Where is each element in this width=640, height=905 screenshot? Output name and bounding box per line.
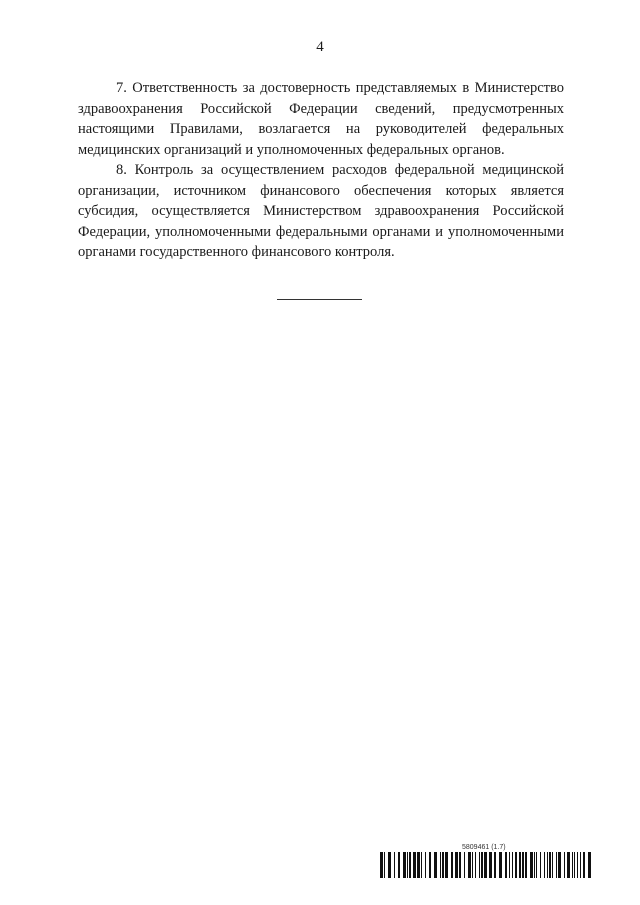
barcode-bar xyxy=(505,852,507,878)
paragraph-item-8: 8. Контроль за осуществлением расходов федеральной медицинской организации, источником финансового обеспечения которых является субсидия, осуществляется Министерством здравоохранения Российской Федерации, уполномоченными федеральными органами и уполномоченными органами государственного финансового контроля. xyxy=(78,162,564,260)
barcode-bar xyxy=(403,852,406,878)
document-code: 5809461 (1.7) xyxy=(462,844,506,851)
barcode-bar xyxy=(552,852,553,878)
barcode-bar xyxy=(417,852,420,878)
barcode-bar xyxy=(530,852,533,878)
barcode-bar xyxy=(564,852,565,878)
barcode-bar xyxy=(549,852,551,878)
barcode-bar xyxy=(574,852,575,878)
barcode-bar xyxy=(394,852,395,878)
barcode-bar xyxy=(544,852,545,878)
barcode-bar xyxy=(534,852,535,878)
barcode-bar xyxy=(440,852,441,878)
barcode-bar xyxy=(515,852,517,878)
barcode-bar xyxy=(572,852,573,878)
barcode-bar xyxy=(464,852,465,878)
barcode-bar xyxy=(522,852,524,878)
barcode-bar xyxy=(509,852,510,878)
barcode-bar xyxy=(398,852,400,878)
barcode-bar xyxy=(409,852,411,878)
barcode-bar xyxy=(407,852,408,878)
barcode-bar xyxy=(434,852,437,878)
barcode-bar xyxy=(380,852,383,878)
barcode-bar xyxy=(536,852,537,878)
barcode-bar xyxy=(445,852,448,878)
barcode-bar xyxy=(451,852,453,878)
barcode-bar xyxy=(512,852,513,878)
barcode-bar xyxy=(588,852,591,878)
barcode xyxy=(380,852,592,878)
paragraph-item-7: 7. Ответственность за достоверность представляемых в Министерство здравоохранения Российской Федерации сведений, предусмотренных настоящими Правилами, возлагается на руководителей федеральных медицинских организаций и уполномоченных федеральных органов. xyxy=(78,80,564,158)
barcode-bar xyxy=(459,852,461,878)
barcode-bar xyxy=(484,852,487,878)
barcode-bar xyxy=(494,852,496,878)
barcode-bar xyxy=(583,852,585,878)
barcode-bar xyxy=(472,852,473,878)
barcode-bar xyxy=(556,852,557,878)
barcode-bar xyxy=(413,852,416,878)
barcode-bar xyxy=(475,852,476,878)
document-body xyxy=(78,78,564,263)
barcode-bar xyxy=(384,852,385,878)
barcode-bar xyxy=(525,852,527,878)
barcode-bar xyxy=(468,852,471,878)
barcode-bar xyxy=(425,852,426,878)
barcode-bar xyxy=(442,852,444,878)
barcode-bar xyxy=(489,852,492,878)
barcode-bar xyxy=(479,852,480,878)
barcode-bar xyxy=(577,852,578,878)
page-number: 4 xyxy=(316,39,324,55)
barcode-bar xyxy=(580,852,581,878)
barcode-bar xyxy=(499,852,502,878)
barcode-bar xyxy=(421,852,422,878)
barcode-bar xyxy=(558,852,561,878)
barcode-bar xyxy=(429,852,431,878)
barcode-bar xyxy=(481,852,483,878)
barcode-bar xyxy=(540,852,541,878)
barcode-bar xyxy=(388,852,391,878)
end-separator-line xyxy=(277,299,362,300)
barcode-bar xyxy=(455,852,458,878)
barcode-bar xyxy=(519,852,521,878)
barcode-bar xyxy=(547,852,548,878)
barcode-bar xyxy=(567,852,570,878)
